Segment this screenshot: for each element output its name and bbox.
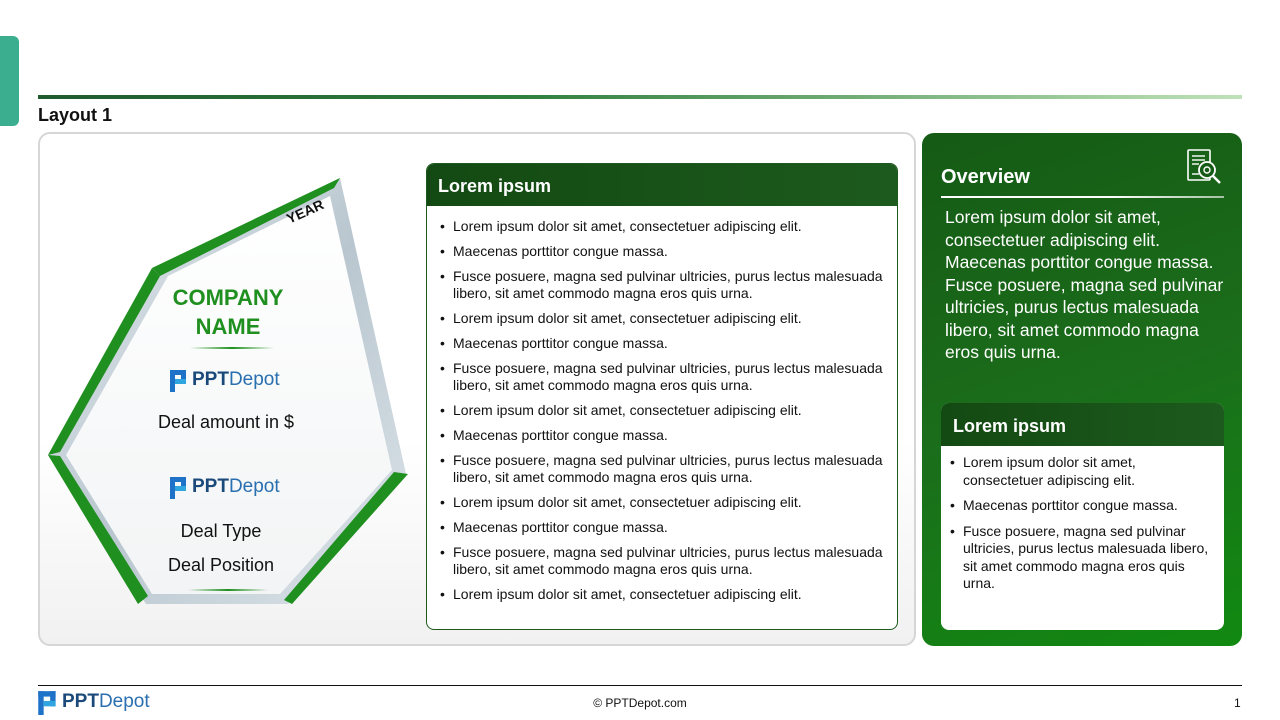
overview-title: Overview <box>941 166 1030 188</box>
list-item: • Lorem ipsum dolor sit amet, consectetuer adipiscing elit. <box>950 454 1216 489</box>
pptdepot-logo <box>170 368 280 392</box>
document-search-icon <box>1185 148 1223 188</box>
company-name: COMPANY NAME <box>172 285 284 339</box>
side-card-title: Lorem ipsum <box>941 403 1224 446</box>
company-divider <box>190 347 274 349</box>
logo-text-light: Depot <box>228 369 280 390</box>
logo-text-bold: PPT <box>192 476 229 497</box>
list-item: • Lorem ipsum dolor sit amet, consectetuer adipiscing elit. <box>440 494 887 511</box>
list-item: • Fusce posuere, magna sed pulvinar ultricies, purus lectus malesuada libero, sit amet commodo magna eros quis urna. <box>440 544 887 578</box>
list-item: • Maecenas porttitor congue massa. <box>440 519 887 536</box>
deal-amount: Deal amount in $ <box>157 412 295 432</box>
deal-position: Deal Position <box>167 555 275 575</box>
list-item: • Maecenas porttitor congue massa. <box>440 243 887 260</box>
list-item: • Maecenas porttitor congue massa. <box>950 497 1216 515</box>
list-item: • Lorem ipsum dolor sit amet, consectetuer adipiscing elit. <box>440 586 887 603</box>
list-item: • Fusce posuere, magna sed pulvinar ultricies, purus lectus malesuada libero, sit amet commodo magna eros quis urna. <box>950 523 1216 593</box>
logo-text-light: Depot <box>98 691 150 712</box>
bottom-divider <box>188 589 268 591</box>
list-item: • Maecenas porttitor congue massa. <box>440 335 887 352</box>
list-item: • Fusce posuere, magna sed pulvinar ultricies, purus lectus malesuada libero, sit amet commodo magna eros quis urna. <box>440 452 887 486</box>
footer-copyright: © PPTDepot.com <box>593 696 687 710</box>
main-card-list <box>427 206 897 603</box>
side-content-card <box>941 403 1224 630</box>
pptdepot-logo-icon <box>170 368 188 392</box>
pptdepot-logo-icon <box>170 475 188 499</box>
pptdepot-logo-2 <box>170 475 280 499</box>
slide-title: Layout 1 <box>38 105 113 125</box>
main-card-title: Lorem ipsum <box>427 164 897 206</box>
main-content-card <box>426 163 898 630</box>
overview-divider <box>941 196 1224 198</box>
logo-text-light: Depot <box>228 476 280 497</box>
list-item: • Fusce posuere, magna sed pulvinar ultricies, purus lectus malesuada libero, sit amet commodo magna eros quis urna. <box>440 360 887 394</box>
list-item: • Lorem ipsum dolor sit amet, consectetuer adipiscing elit. <box>440 402 887 419</box>
overview-text: Lorem ipsum dolor sit amet, consectetuer adipiscing elit. Maecenas porttitor congue massa. Fusce posuere, magna sed pulvinar ultricies, purus lectus malesuada libero, sit amet commodo magna eros quis urna. <box>945 207 1224 362</box>
list-item: • Fusce posuere, magna sed pulvinar ultricies, purus lectus malesuada libero, sit amet commodo magna eros quis urna. <box>440 268 887 302</box>
list-item: • Lorem ipsum dolor sit amet, consectetuer adipiscing elit. <box>440 310 887 327</box>
footer-rule <box>38 685 1242 686</box>
year-label: YEAR <box>284 196 327 227</box>
page-number: 1 <box>1234 696 1241 710</box>
list-item: • Lorem ipsum dolor sit amet, consectetuer adipiscing elit. <box>440 218 887 235</box>
list-item: • Maecenas porttitor congue massa. <box>440 427 887 444</box>
logo-text-bold: PPT <box>192 369 229 390</box>
logo-text-bold: PPT <box>62 691 99 712</box>
side-card-list <box>941 446 1224 593</box>
deal-type: Deal Type <box>180 521 262 541</box>
